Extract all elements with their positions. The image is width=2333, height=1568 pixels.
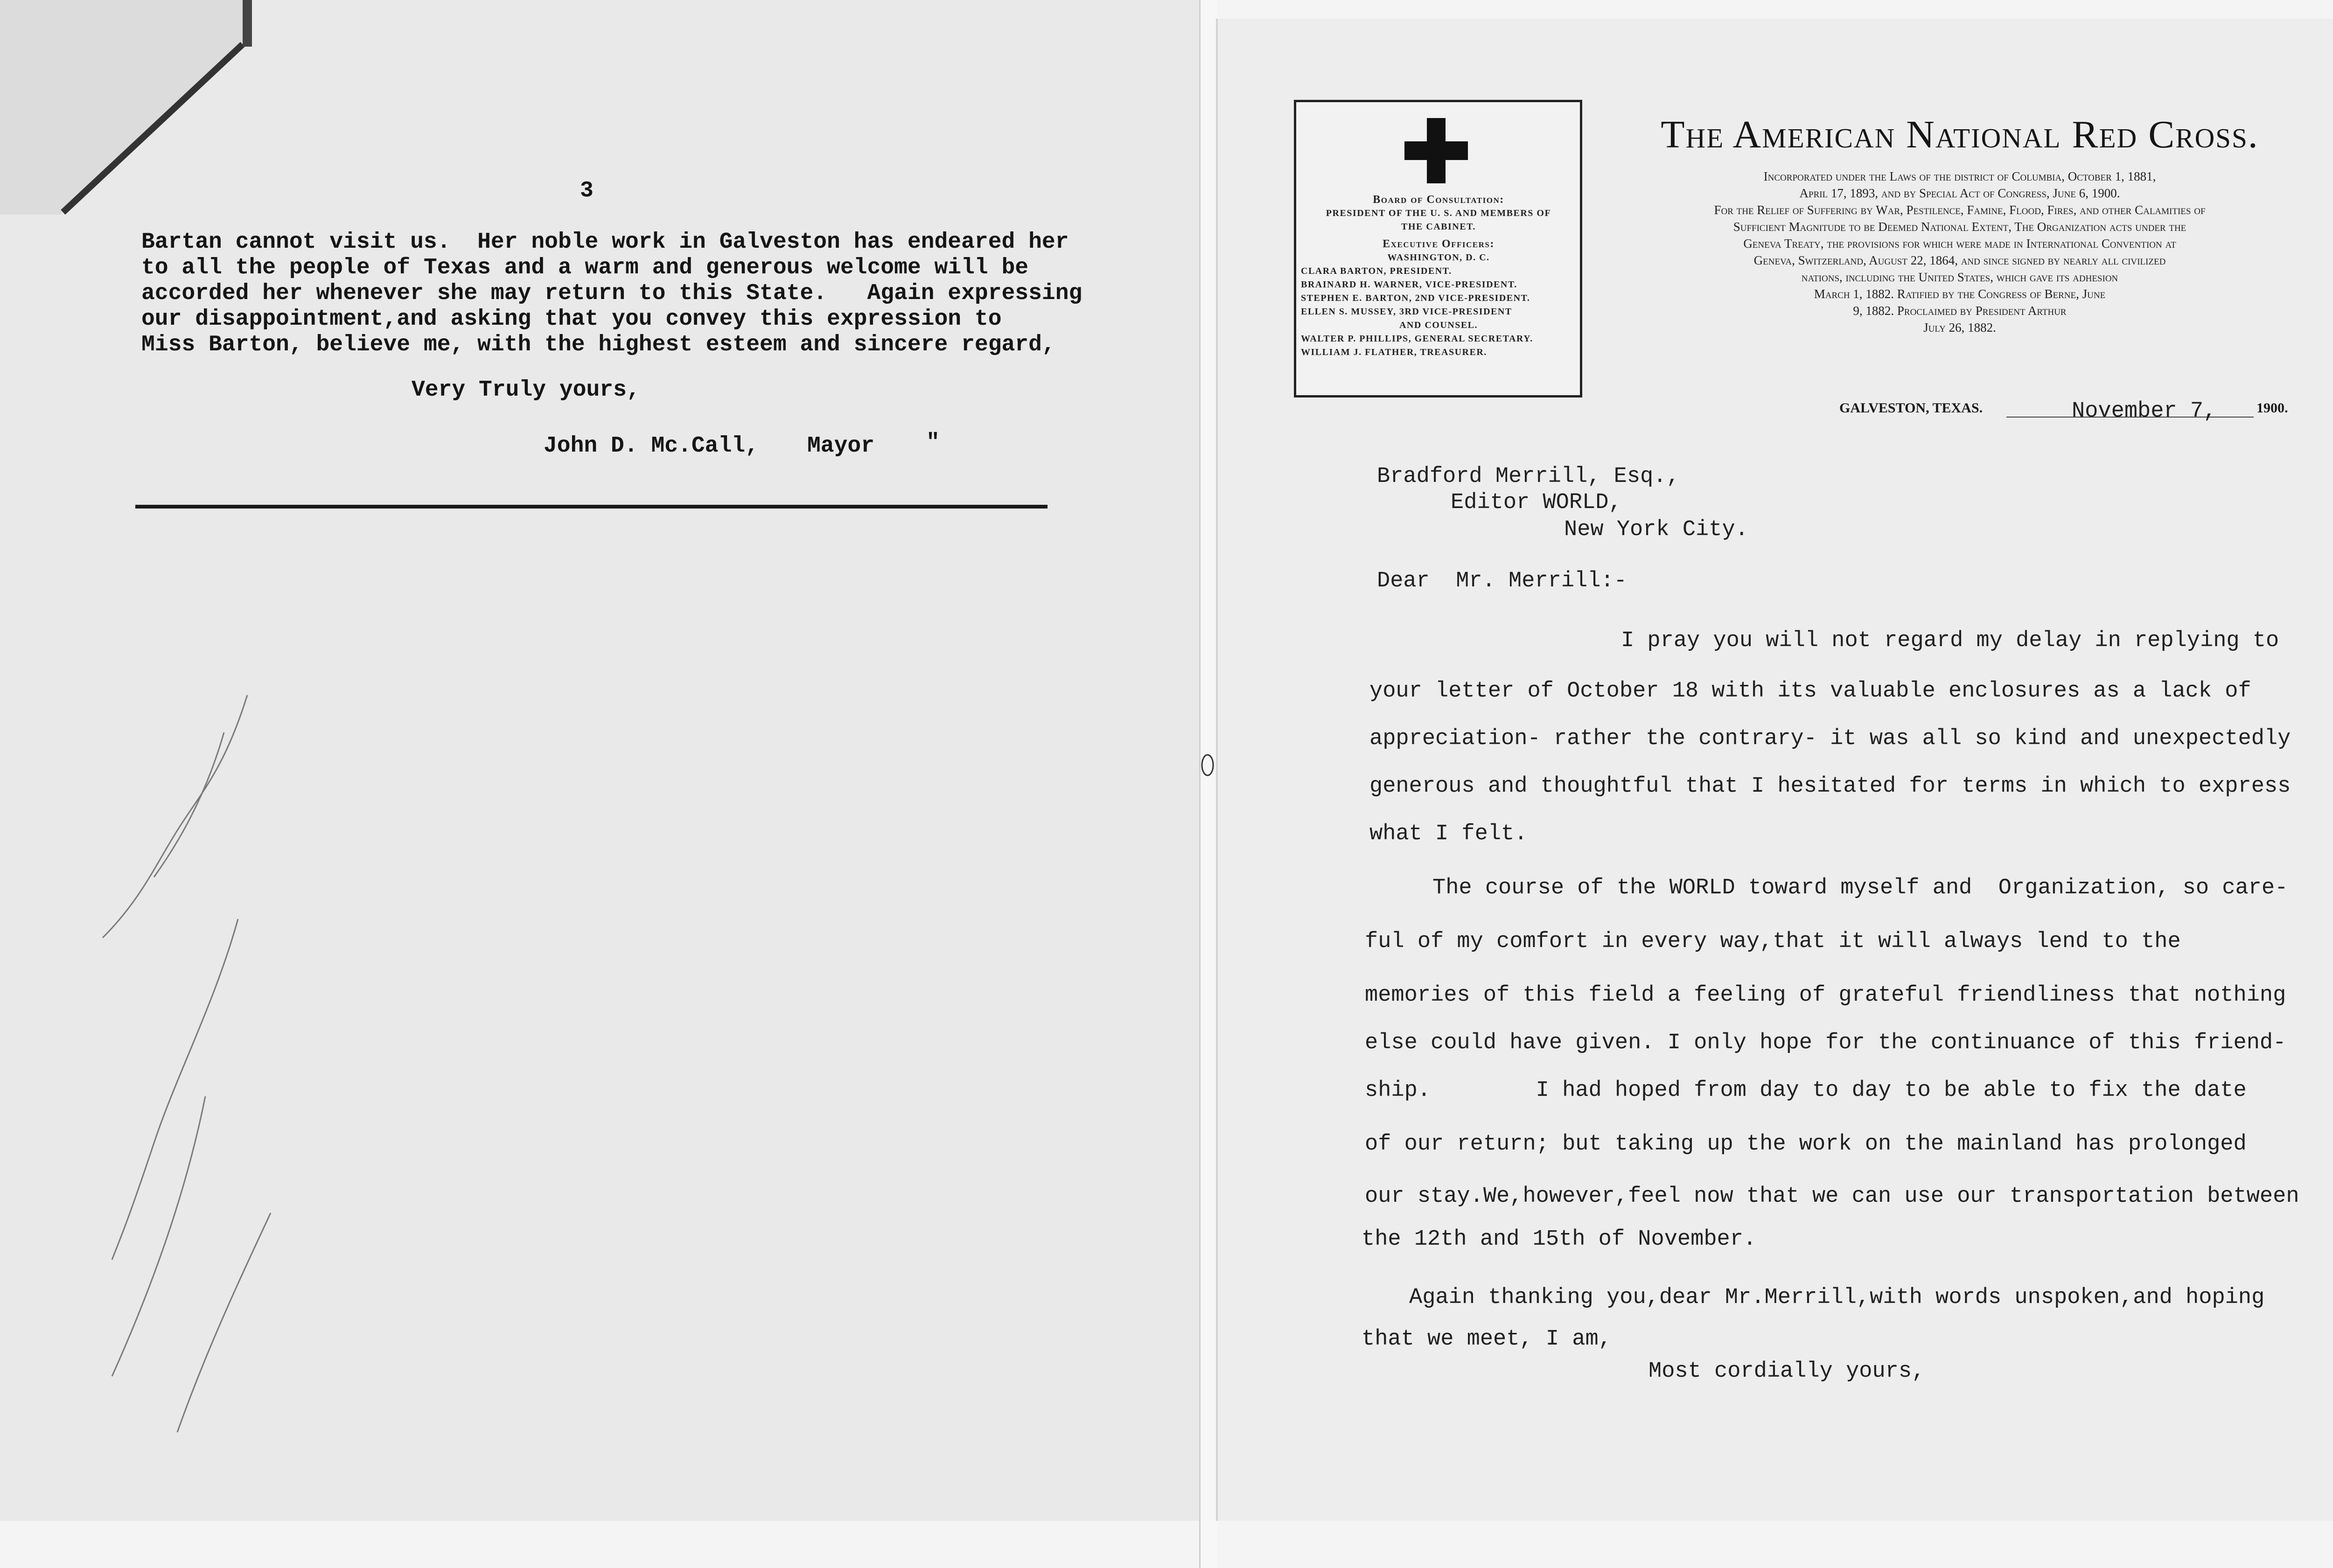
box-heading: Board of Consultation: [1373, 194, 1504, 206]
body-line: accorded her whenever she may return to this State. Again expressing [141, 281, 1083, 306]
incorporation-line: March 1, 1882. Ratified by the Congress of Berne, June [1814, 287, 2106, 301]
box-line: THE CABINET. [1401, 222, 1476, 232]
red-cross-icon [1404, 141, 1468, 160]
letter-place: GALVESTON, TEXAS. [1839, 400, 1983, 416]
quote-mark: " [926, 430, 940, 455]
address-line: Editor WORLD, [1451, 490, 1622, 515]
body-line: else could have given. I only hope for the continuance of this friend- [1365, 1031, 2286, 1055]
body-line: our disappointment,and asking that you convey this expression to [141, 307, 1002, 332]
box-line: STEPHEN E. BARTON, 2ND VICE-PRESIDENT. [1301, 293, 1530, 303]
pencil-mark [84, 676, 327, 1470]
box-heading: Executive Officers: [1383, 238, 1495, 250]
incorporation-line: July 26, 1882. [1923, 321, 1996, 335]
box-line: BRAINARD H. WARNER, VICE-PRESIDENT. [1301, 279, 1517, 290]
box-line: AND COUNSEL. [1399, 320, 1478, 330]
incorporation-line: Sufficient Magnitude to be Deemed National Extent, The Organization acts under the [1733, 220, 2186, 234]
letterhead-officers-box [1294, 100, 1582, 397]
incorporation-line: nations, including the United States, which gave its adhesion [1801, 270, 2118, 284]
body-line: the 12th and 15th of November. [1362, 1227, 1757, 1252]
signature-title: Mayor [807, 433, 875, 459]
body-line: our stay.We,however,feel now that we can use our transportation between [1365, 1184, 2299, 1209]
body-line: Bartan cannot visit us. Her noble work in Galveston has endeared her [141, 230, 1069, 255]
salutation: Dear Mr. Merrill:- [1377, 569, 1627, 593]
body-line: Miss Barton, believe me, with the highest esteem and sincere regard, [141, 332, 1055, 357]
incorporation-line: Geneva Treaty, the provisions for which were made in International Convention at [1743, 237, 2176, 251]
box-line: WILLIAM J. FLATHER, TREASURER. [1301, 347, 1487, 357]
box-line: WASHINGTON, D. C. [1387, 252, 1490, 263]
body-line: that we meet, I am, [1362, 1327, 1612, 1352]
incorporation-line: April 17, 1893, and by Special Act of Congress, June 6, 1900. [1799, 186, 2120, 200]
body-line: The course of the WORLD toward myself and Organization, so care- [1432, 876, 2288, 900]
incorporation-line: Incorporated under the Laws of the district of Columbia, October 1, 1881, [1763, 169, 2156, 183]
folded-corner [0, 0, 252, 219]
incorporation-line: For the Relief of Suffering by War, Pestilence, Famine, Flood, Fires, and other Calamities of [1714, 203, 2206, 217]
box-line: ELLEN S. MUSSEY, 3RD VICE-PRESIDENT [1301, 307, 1512, 317]
body-line: to all the people of Texas and a warm and generous welcome will be [141, 255, 1029, 280]
page-gutter [1199, 0, 1217, 1568]
margin-mark [1194, 749, 1222, 781]
box-line: WALTER P. PHILLIPS, GENERAL SECRETARY. [1301, 334, 1533, 344]
body-line: of our return; but taking up the work on the mainland has prolonged [1365, 1132, 2247, 1157]
box-line: CLARA BARTON, PRESIDENT. [1301, 266, 1452, 276]
letter-date: November 7, [2072, 399, 2217, 424]
closing: Most cordially yours, [1648, 1359, 1925, 1384]
box-line: PRESIDENT OF THE U. S. AND MEMBERS OF [1326, 208, 1551, 218]
body-line: appreciation- rather the contrary- it was all so kind and unexpectedly [1369, 726, 2291, 751]
incorporation-line: 9, 1882. Proclaimed by President Arthur [1853, 304, 2067, 318]
incorporation-text [1596, 168, 2324, 336]
page-number: 3 [580, 178, 594, 203]
address-line: Bradford Merrill, Esq., [1377, 464, 1680, 489]
letterhead-title: The American National Red Cross. [1661, 113, 2259, 156]
incorporation-line: Geneva, Switzerland, August 22, 1864, and since signed by nearly all civilized [1753, 253, 2166, 267]
body-line: what I felt. [1369, 822, 1528, 846]
body-line: ful of my comfort in every way,that it will always lend to the [1365, 929, 2181, 954]
address-line: New York City. [1564, 517, 1748, 542]
body-line: ship. I had hoped from day to day to be able to fix the date [1365, 1078, 2247, 1103]
body-line: your letter of October 18 with its valuable enclosures as a lack of [1369, 679, 2251, 704]
body-line: generous and thoughtful that I hesitated for terms in which to express [1369, 774, 2291, 799]
body-line: memories of this field a feeling of grateful friendliness that nothing [1365, 983, 2286, 1008]
body-line: Again thanking you,dear Mr.Merrill,with words unspoken,and hoping [1409, 1285, 2265, 1310]
signature: John D. Mc.Call, [544, 433, 759, 459]
closing: Very Truly yours, [412, 377, 640, 403]
divider-rule [135, 505, 1048, 509]
body-line: I pray you will not regard my delay in replying to [1621, 628, 2279, 653]
letter-year: 1900. [2256, 400, 2288, 416]
